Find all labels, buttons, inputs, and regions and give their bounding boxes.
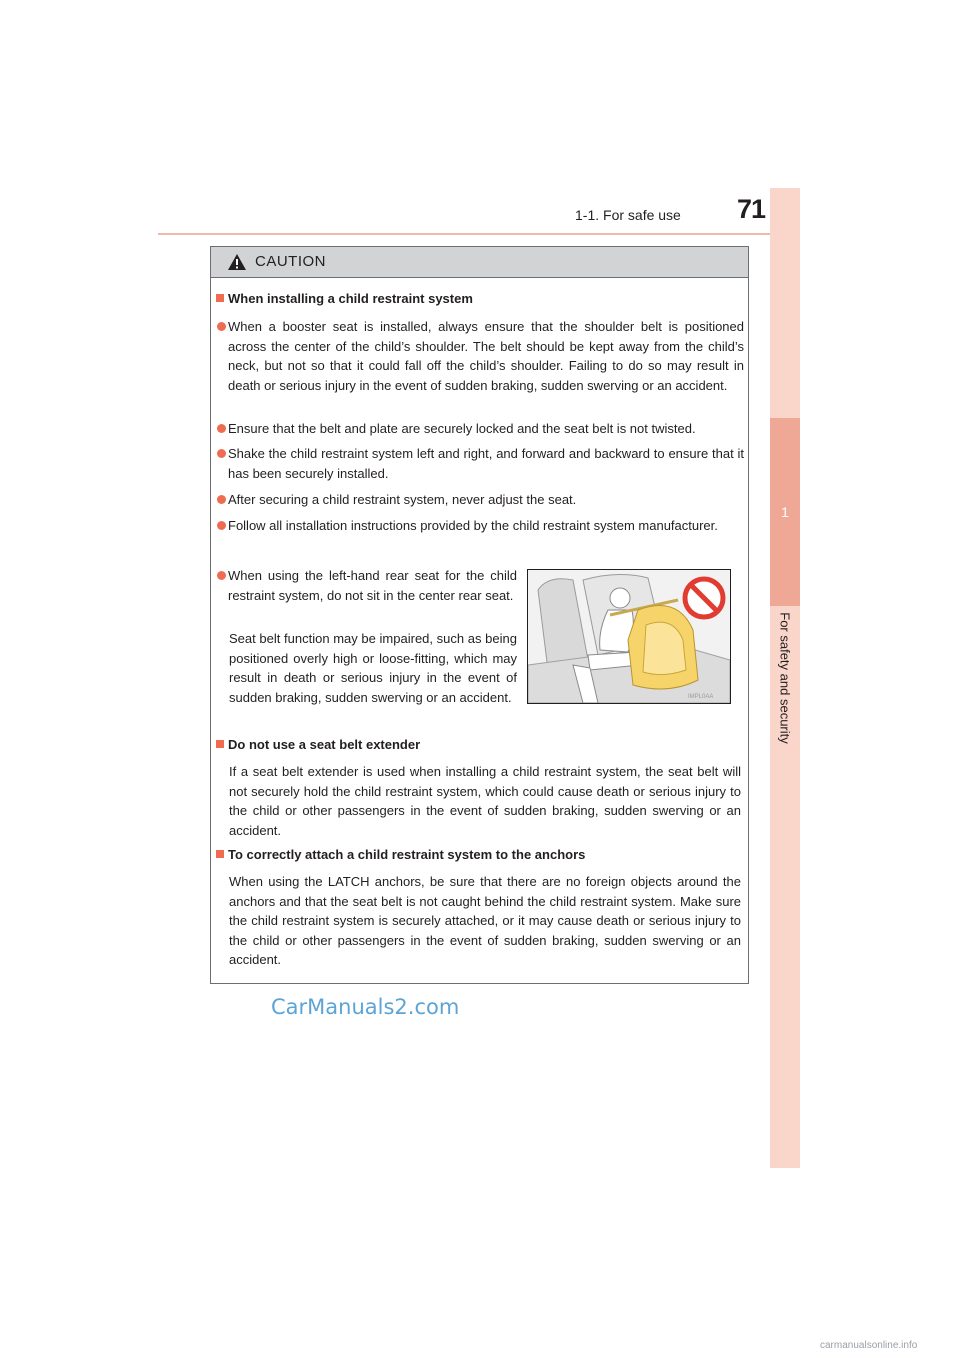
bullet-item: When a booster seat is installed, always ensure that the shoulder belt is positioned across the center of the child’s shoulder. The belt should be kept away from the child’s neck, but not so that it could fall off the child’s shoulder. Failing to do so may result in death or serious injury in the event of sudden braking, sudden swerving or an accident. (217, 317, 744, 395)
chapter-label: For safety and security (777, 612, 793, 744)
caution-header (211, 247, 748, 278)
bullet-item: When using the left-hand rear seat for the child restraint system, do not sit in the center rear seat. (217, 566, 517, 605)
header-rule (158, 233, 800, 235)
bullet-item: Ensure that the belt and plate are securely locked and the seat belt is not twisted. (217, 419, 744, 439)
bullet-dot (217, 521, 226, 530)
section-heading: To correctly attach a child restraint system to the anchors (216, 847, 585, 862)
bullet-dot (217, 571, 226, 580)
bullet-dot (217, 424, 226, 433)
figure-code: IMPL0AA (688, 694, 714, 700)
figure-note: Seat belt function may be impaired, such as being positioned overly high or loose-fitting, which may result in death or serious injury in the event of sudden braking, sudden swerving or an accident. (229, 631, 517, 705)
bullet-dot (217, 322, 226, 331)
child-seat-illustration (527, 569, 731, 704)
section-heading: Do not use a seat belt extender (216, 737, 420, 752)
caution-title: CAUTION (255, 253, 326, 270)
child-seat-drawing (528, 570, 730, 703)
warning-triangle-icon (227, 253, 247, 271)
bullet-dot (217, 449, 226, 458)
section-heading: When installing a child restraint system (216, 291, 473, 306)
bullet-item: Follow all installation instructions provided by the child restraint system manufacturer. (217, 516, 744, 536)
section-text: If a seat belt extender is used when installing a child restraint system, the seat belt will not securely hold the child restraint system, which could cause death or serious injury to the child or other passengers in the event of sudden braking, sudden swerving or an accident. (229, 764, 741, 838)
chapter-number: 1 (770, 418, 800, 606)
bullet-item: Shake the child restraint system left and right, and forward and backward to ensure that it has been securely installed. (217, 444, 744, 483)
caution-box (210, 246, 749, 984)
watermark: CarManuals2.com (271, 995, 460, 1019)
footer-watermark: carmanualsonline.info (820, 1340, 918, 1351)
chapter-side-tab (770, 188, 800, 1168)
bullet-dot (217, 495, 226, 504)
page-number: 71 (737, 194, 766, 224)
section-label: 1-1. For safe use (575, 207, 681, 223)
bullet-item: After securing a child restraint system, never adjust the seat. (217, 490, 744, 510)
section-text: When using the LATCH anchors, be sure that there are no foreign objects around the anchors and that the seat belt is not caught behind the child restraint system. Make sure the child restraint system is securely attached, or it may cause death or serious injury to the child or other passengers in the event of sudden braking, sudden swerving or an accident. (229, 874, 741, 967)
